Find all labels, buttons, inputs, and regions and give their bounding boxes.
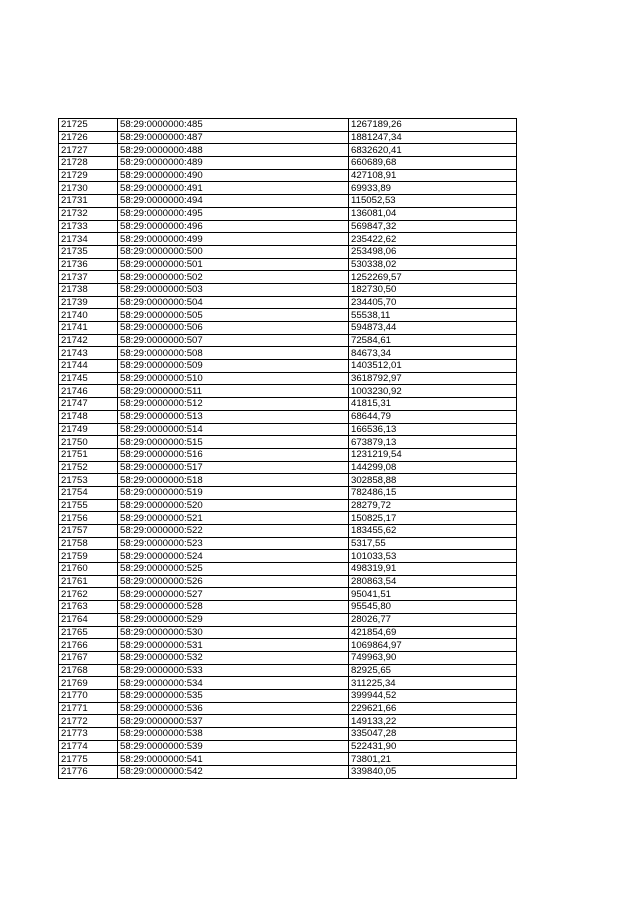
amount-cell: 55538,11 [349,309,517,322]
row-number-cell: 21758 [59,537,118,550]
cadastral-number-cell: 58:29:0000000:536 [118,702,349,715]
table-row [59,766,517,779]
amount-cell: 72584,61 [349,334,517,347]
table-row [59,474,517,487]
cadastral-number-cell: 58:29:0000000:496 [118,220,349,233]
table-row [59,499,517,512]
table-row [59,296,517,309]
table-row [59,372,517,385]
table-row [59,613,517,626]
table-row [59,639,517,652]
table-row [59,385,517,398]
cadastral-number-cell: 58:29:0000000:490 [118,169,349,182]
table-row [59,702,517,715]
amount-cell: 421854,69 [349,626,517,639]
row-number-cell: 21732 [59,207,118,220]
amount-cell: 84673,34 [349,347,517,360]
row-number-cell: 21759 [59,550,118,563]
amount-cell: 302858,88 [349,474,517,487]
table-row [59,334,517,347]
row-number-cell: 21772 [59,715,118,728]
row-number-cell: 21743 [59,347,118,360]
cadastral-number-cell: 58:29:0000000:485 [118,119,349,132]
amount-cell: 1003230,92 [349,385,517,398]
amount-cell: 6832620,41 [349,144,517,157]
amount-cell: 253498,06 [349,245,517,258]
cadastral-number-cell: 58:29:0000000:500 [118,245,349,258]
cadastral-number-cell: 58:29:0000000:528 [118,601,349,614]
cadastral-number-cell: 58:29:0000000:522 [118,525,349,538]
table-row [59,512,517,525]
amount-cell: 28279,72 [349,499,517,512]
table-row [59,448,517,461]
table-row [59,461,517,474]
table-row [59,740,517,753]
amount-cell: 234405,70 [349,296,517,309]
row-number-cell: 21734 [59,233,118,246]
amount-cell: 749963,90 [349,651,517,664]
cadastral-number-cell: 58:29:0000000:513 [118,410,349,423]
amount-cell: 280863,54 [349,575,517,588]
row-number-cell: 21753 [59,474,118,487]
amount-cell: 150825,17 [349,512,517,525]
row-number-cell: 21749 [59,423,118,436]
table-row [59,220,517,233]
table-row [59,157,517,170]
cadastral-number-cell: 58:29:0000000:502 [118,271,349,284]
row-number-cell: 21766 [59,639,118,652]
cadastral-number-cell: 58:29:0000000:510 [118,372,349,385]
table-row [59,119,517,132]
table-row [59,563,517,576]
table-row [59,677,517,690]
amount-cell: 1252269,57 [349,271,517,284]
cadastral-number-cell: 58:29:0000000:527 [118,588,349,601]
amount-cell: 182730,50 [349,283,517,296]
row-number-cell: 21742 [59,334,118,347]
table-row [59,169,517,182]
cadastral-number-cell: 58:29:0000000:526 [118,575,349,588]
cadastral-number-cell: 58:29:0000000:507 [118,334,349,347]
row-number-cell: 21775 [59,753,118,766]
amount-cell: 73801,21 [349,753,517,766]
cadastral-number-cell: 58:29:0000000:524 [118,550,349,563]
cadastral-number-cell: 58:29:0000000:534 [118,677,349,690]
cadastral-number-cell: 58:29:0000000:539 [118,740,349,753]
table-row [59,651,517,664]
row-number-cell: 21770 [59,689,118,702]
cadastral-number-cell: 58:29:0000000:530 [118,626,349,639]
cadastral-number-cell: 58:29:0000000:519 [118,486,349,499]
table-row [59,689,517,702]
row-number-cell: 21751 [59,448,118,461]
table-row [59,131,517,144]
table-row [59,182,517,195]
table-row [59,322,517,335]
row-number-cell: 21769 [59,677,118,690]
row-number-cell: 21760 [59,563,118,576]
table-row [59,575,517,588]
table-row [59,753,517,766]
amount-cell: 1881247,34 [349,131,517,144]
row-number-cell: 21746 [59,385,118,398]
cadastral-number-cell: 58:29:0000000:531 [118,639,349,652]
cadastral-number-cell: 58:29:0000000:501 [118,258,349,271]
amount-cell: 95041,51 [349,588,517,601]
table-row [59,347,517,360]
amount-cell: 339840,05 [349,766,517,779]
table-row [59,144,517,157]
cadastral-number-cell: 58:29:0000000:509 [118,360,349,373]
row-number-cell: 21754 [59,486,118,499]
amount-cell: 335047,28 [349,728,517,741]
amount-cell: 594873,44 [349,322,517,335]
row-number-cell: 21736 [59,258,118,271]
amount-cell: 660689,68 [349,157,517,170]
cadastral-number-cell: 58:29:0000000:508 [118,347,349,360]
cadastral-number-cell: 58:29:0000000:521 [118,512,349,525]
cadastral-number-cell: 58:29:0000000:517 [118,461,349,474]
row-number-cell: 21725 [59,119,118,132]
row-number-cell: 21739 [59,296,118,309]
table-row [59,525,517,538]
amount-cell: 1403512,01 [349,360,517,373]
cadastral-number-cell: 58:29:0000000:533 [118,664,349,677]
table-row [59,728,517,741]
amount-cell: 530338,02 [349,258,517,271]
cadastral-number-cell: 58:29:0000000:520 [118,499,349,512]
amount-cell: 166536,13 [349,423,517,436]
row-number-cell: 21733 [59,220,118,233]
row-number-cell: 21761 [59,575,118,588]
row-number-cell: 21740 [59,309,118,322]
amount-cell: 136081,04 [349,207,517,220]
amount-cell: 69933,89 [349,182,517,195]
cadastral-number-cell: 58:29:0000000:487 [118,131,349,144]
cadastral-number-cell: 58:29:0000000:518 [118,474,349,487]
amount-cell: 95545,80 [349,601,517,614]
table-row [59,283,517,296]
cadastral-number-cell: 58:29:0000000:511 [118,385,349,398]
cadastral-number-cell: 58:29:0000000:494 [118,195,349,208]
table-row [59,309,517,322]
amount-cell: 144299,08 [349,461,517,474]
amount-cell: 229621,66 [349,702,517,715]
table-row [59,271,517,284]
row-number-cell: 21729 [59,169,118,182]
amount-cell: 673879,13 [349,436,517,449]
row-number-cell: 21747 [59,398,118,411]
cadastral-number-cell: 58:29:0000000:491 [118,182,349,195]
cadastral-number-cell: 58:29:0000000:512 [118,398,349,411]
cadastral-number-cell: 58:29:0000000:515 [118,436,349,449]
cadastral-number-cell: 58:29:0000000:529 [118,613,349,626]
row-number-cell: 21763 [59,601,118,614]
amount-cell: 1231219,54 [349,448,517,461]
row-number-cell: 21776 [59,766,118,779]
table-row [59,715,517,728]
cadastral-number-cell: 58:29:0000000:499 [118,233,349,246]
row-number-cell: 21741 [59,322,118,335]
amount-cell: 782486,15 [349,486,517,499]
table-row [59,258,517,271]
table-row [59,588,517,601]
table-row [59,423,517,436]
cadastral-number-cell: 58:29:0000000:523 [118,537,349,550]
amount-cell: 101033,53 [349,550,517,563]
row-number-cell: 21750 [59,436,118,449]
row-number-cell: 21768 [59,664,118,677]
table-row [59,398,517,411]
cadastral-number-cell: 58:29:0000000:532 [118,651,349,664]
cadastral-number-cell: 58:29:0000000:489 [118,157,349,170]
row-number-cell: 21767 [59,651,118,664]
row-number-cell: 21728 [59,157,118,170]
table-row [59,233,517,246]
cadastral-number-cell: 58:29:0000000:541 [118,753,349,766]
row-number-cell: 21773 [59,728,118,741]
table-body [59,119,517,779]
table-row [59,410,517,423]
row-number-cell: 21726 [59,131,118,144]
table-row [59,207,517,220]
amount-cell: 115052,53 [349,195,517,208]
table-row [59,537,517,550]
amount-cell: 82925,65 [349,664,517,677]
cadastral-number-cell: 58:29:0000000:488 [118,144,349,157]
row-number-cell: 21730 [59,182,118,195]
data-table [58,118,517,779]
table-row [59,486,517,499]
cadastral-number-cell: 58:29:0000000:506 [118,322,349,335]
row-number-cell: 21748 [59,410,118,423]
table-row [59,550,517,563]
cadastral-number-cell: 58:29:0000000:538 [118,728,349,741]
cadastral-number-cell: 58:29:0000000:525 [118,563,349,576]
cadastral-number-cell: 58:29:0000000:542 [118,766,349,779]
row-number-cell: 21727 [59,144,118,157]
amount-cell: 1069864,97 [349,639,517,652]
row-number-cell: 21755 [59,499,118,512]
amount-cell: 498319,91 [349,563,517,576]
row-number-cell: 21737 [59,271,118,284]
cadastral-number-cell: 58:29:0000000:505 [118,309,349,322]
amount-cell: 235422,62 [349,233,517,246]
row-number-cell: 21735 [59,245,118,258]
row-number-cell: 21771 [59,702,118,715]
amount-cell: 1267189,26 [349,119,517,132]
cadastral-number-cell: 58:29:0000000:495 [118,207,349,220]
amount-cell: 149133,22 [349,715,517,728]
amount-cell: 569847,32 [349,220,517,233]
amount-cell: 311225,34 [349,677,517,690]
row-number-cell: 21762 [59,588,118,601]
table-row [59,436,517,449]
amount-cell: 522431,90 [349,740,517,753]
table-row [59,360,517,373]
row-number-cell: 21765 [59,626,118,639]
row-number-cell: 21774 [59,740,118,753]
row-number-cell: 21731 [59,195,118,208]
row-number-cell: 21757 [59,525,118,538]
amount-cell: 5317,55 [349,537,517,550]
row-number-cell: 21752 [59,461,118,474]
table-row [59,626,517,639]
amount-cell: 183455,62 [349,525,517,538]
row-number-cell: 21744 [59,360,118,373]
amount-cell: 41815,31 [349,398,517,411]
amount-cell: 427108,91 [349,169,517,182]
row-number-cell: 21764 [59,613,118,626]
amount-cell: 3618792,97 [349,372,517,385]
cadastral-number-cell: 58:29:0000000:504 [118,296,349,309]
row-number-cell: 21756 [59,512,118,525]
table-row [59,195,517,208]
amount-cell: 28026,77 [349,613,517,626]
cadastral-number-cell: 58:29:0000000:514 [118,423,349,436]
amount-cell: 68644,79 [349,410,517,423]
table-row [59,245,517,258]
cadastral-number-cell: 58:29:0000000:503 [118,283,349,296]
amount-cell: 399944,52 [349,689,517,702]
row-number-cell: 21738 [59,283,118,296]
cadastral-number-cell: 58:29:0000000:516 [118,448,349,461]
row-number-cell: 21745 [59,372,118,385]
table-row [59,664,517,677]
cadastral-number-cell: 58:29:0000000:537 [118,715,349,728]
table-row [59,601,517,614]
cadastral-number-cell: 58:29:0000000:535 [118,689,349,702]
